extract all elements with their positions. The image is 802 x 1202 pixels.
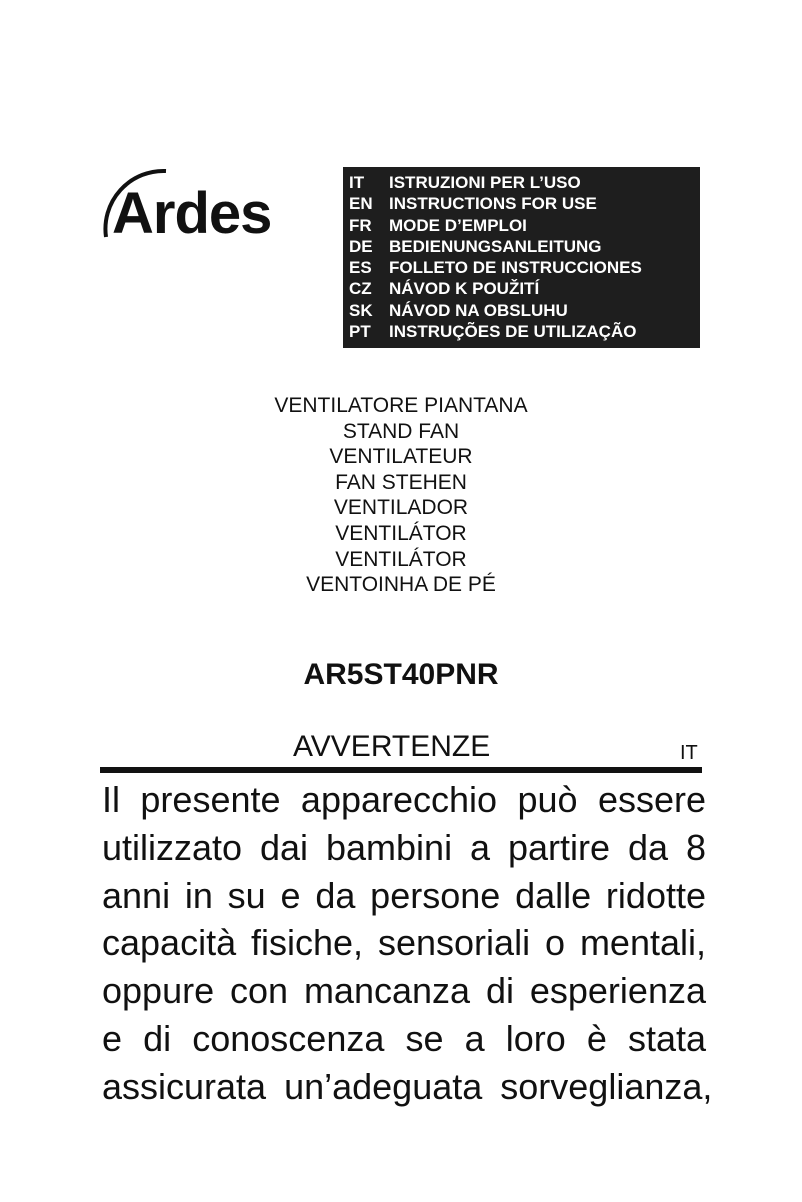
model-number: AR5ST40PNR [303,658,499,691]
language-row [349,215,700,236]
product-name: VENTILATORE PIANTANA [274,394,528,417]
product-name: FAN STEHEN [335,470,467,494]
text-line: assicurata un’adeguata sorveglianza, [102,1065,713,1107]
language-label: MODE D’EMPLOI [389,215,527,235]
language-row [349,300,700,321]
language-code: ES [349,258,372,278]
language-box [343,167,700,348]
language-row [349,172,700,193]
text-line: Il presente apparecchio può essere [102,779,706,820]
language-label: INSTRUÇÕES DE UTILIZAÇÃO [389,322,637,342]
text-line: utilizzato dai bambini a partire da 8 [102,826,706,868]
product-name: VENTILATEUR [329,445,473,469]
section-language: IT [680,742,698,764]
text-line: e di conoscenza se a loro è stata [102,1017,706,1059]
product-name: VENTILÁTOR [335,521,467,545]
product-name: STAND FAN [342,419,460,443]
warning-text [102,776,713,1111]
product-name: VENTILÁTOR [335,547,467,571]
language-label: ISTRUZIONI PER L’USO [389,173,581,192]
text-line: anni in su e da persone dalle ridotte [102,874,706,916]
product-name: VENTILADOR [333,496,469,520]
language-label: INSTRUCTIONS FOR USE [389,194,597,214]
language-code: CZ [349,279,372,299]
section-title: AVVERTENZE [293,730,491,763]
text-line: oppure con mancanza di esperienza [102,970,706,1012]
language-row [349,193,700,214]
divider [100,767,702,773]
language-code: PT [349,322,371,342]
language-row [349,236,700,257]
logo-text: Ardes [112,181,272,246]
language-code: EN [349,194,373,214]
language-label: NÁVOD K POUŽITÍ [389,279,540,299]
language-row [349,321,700,342]
language-label: BEDIENUNGSANLEITUNG [389,236,602,256]
language-label: NÁVOD NA OBSLUHU [389,300,568,320]
product-name: VENTOINHA DE PÉ [306,573,496,597]
language-code: SK [349,300,373,320]
language-row [349,257,700,278]
language-label: FOLLETO DE INSTRUCCIONES [389,258,642,278]
product-names [0,393,802,598]
language-row [349,278,700,299]
text-line: capacità fisiche, sensoriali o mentali, [102,922,706,964]
language-code: IT [349,173,365,192]
language-code: DE [349,236,373,256]
language-code: FR [349,215,372,235]
